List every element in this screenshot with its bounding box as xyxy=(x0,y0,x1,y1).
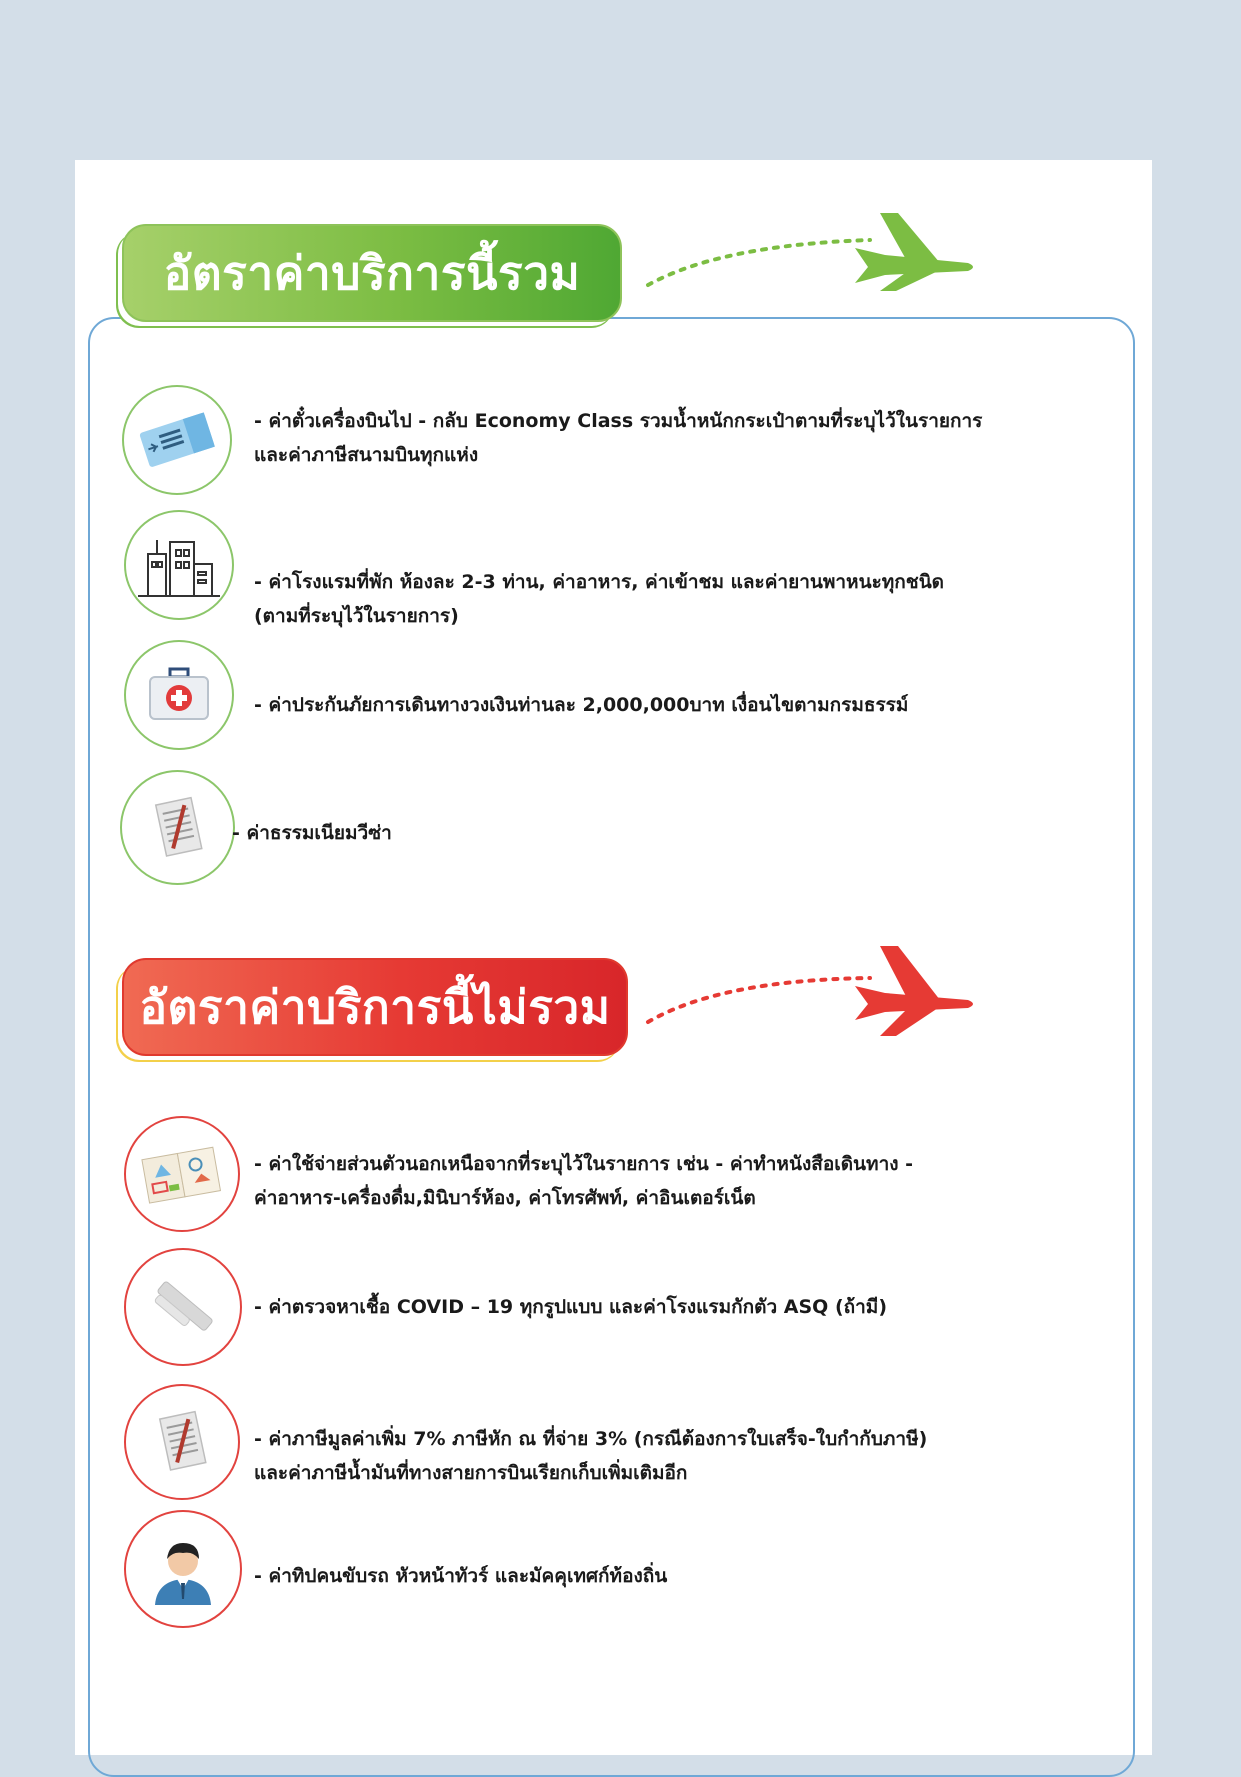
red-airplane-icon xyxy=(640,940,980,1050)
hotel-building-icon xyxy=(124,510,234,620)
included-item-hotel-line1: - ค่าโรงแรมที่พัก ห้องละ 2-3 ท่าน, ค่าอาหาร, ค่าเข้าชม และค่ายานพาหนะทุกชนิด xyxy=(254,571,945,593)
included-item-visa-line1: - ค่าธรรมเนียมวีซ่า xyxy=(232,822,392,844)
excluded-section-title: อัตราค่าบริการนี้ไม่รวม xyxy=(139,979,611,1034)
excluded-item-personal-expenses-line1: - ค่าใช้จ่ายส่วนตัวนอกเหนือจากที่ระบุไว้ในรายการ เช่น - ค่าทำหนังสือเดินทาง - xyxy=(254,1153,914,1175)
included-item-visa xyxy=(232,816,392,850)
excluded-item-tax-line2: และค่าภาษีน้ำมันที่ทางสายการบินเรียกเก็บเพิ่มเติมอีก xyxy=(254,1462,688,1484)
included-item-ticket xyxy=(254,404,982,472)
included-item-ticket-line1: - ค่าตั๋วเครื่องบินไป - กลับ Economy Class รวมน้ำหนักกระเป๋าตามที่ระบุไว้ในรายการ xyxy=(254,410,983,432)
included-item-insurance xyxy=(254,688,908,722)
test-swab-icon xyxy=(124,1248,242,1366)
included-item-ticket-line2: และค่าภาษีสนามบินทุกแห่ง xyxy=(254,444,479,466)
included-item-hotel xyxy=(254,565,944,633)
first-aid-kit-icon xyxy=(124,640,234,750)
tour-guide-person-icon xyxy=(124,1510,242,1628)
excluded-section-header xyxy=(122,958,628,1056)
document-pen-icon xyxy=(124,1384,240,1500)
included-item-hotel-line2: (ตามที่ระบุไว้ในรายการ) xyxy=(254,605,459,627)
excluded-item-personal-expenses xyxy=(254,1147,913,1215)
excluded-item-covid-test xyxy=(254,1290,887,1324)
excluded-item-tax xyxy=(254,1422,927,1490)
excluded-item-personal-expenses-line2: ค่าอาหาร-เครื่องดื่ม,มินิบาร์ห้อง, ค่าโทรศัพท์, ค่าอินเตอร์เน็ต xyxy=(254,1187,756,1209)
airline-ticket-icon xyxy=(122,385,232,495)
excluded-item-covid-test-line1: - ค่าตรวจหาเชื้อ COVID – 19 ทุกรูปแบบ และค่าโรงแรมกักตัว ASQ (ถ้ามี) xyxy=(254,1296,888,1318)
green-airplane-icon xyxy=(640,205,980,305)
passport-stamps-icon xyxy=(124,1116,240,1232)
included-section-header xyxy=(122,224,622,322)
excluded-item-tax-line1: - ค่าภาษีมูลค่าเพิ่ม 7% ภาษีหัก ณ ที่จ่าย 3% (กรณีต้องการใบเสร็จ-ใบกำกับภาษี) xyxy=(254,1428,928,1450)
excluded-item-tips xyxy=(254,1559,667,1593)
included-item-insurance-line1: - ค่าประกันภัยการเดินทางวงเงินท่านละ 2,000,000บาท เงื่อนไขตามกรมธรรม์ xyxy=(254,694,909,716)
excluded-item-tips-line1: - ค่าทิปคนขับรถ หัวหน้าทัวร์ และมัคคุเทศก์ท้องถิ่น xyxy=(254,1565,668,1587)
included-section-title: อัตราค่าบริการนี้รวม xyxy=(163,245,581,300)
document-pen-icon xyxy=(120,770,235,885)
